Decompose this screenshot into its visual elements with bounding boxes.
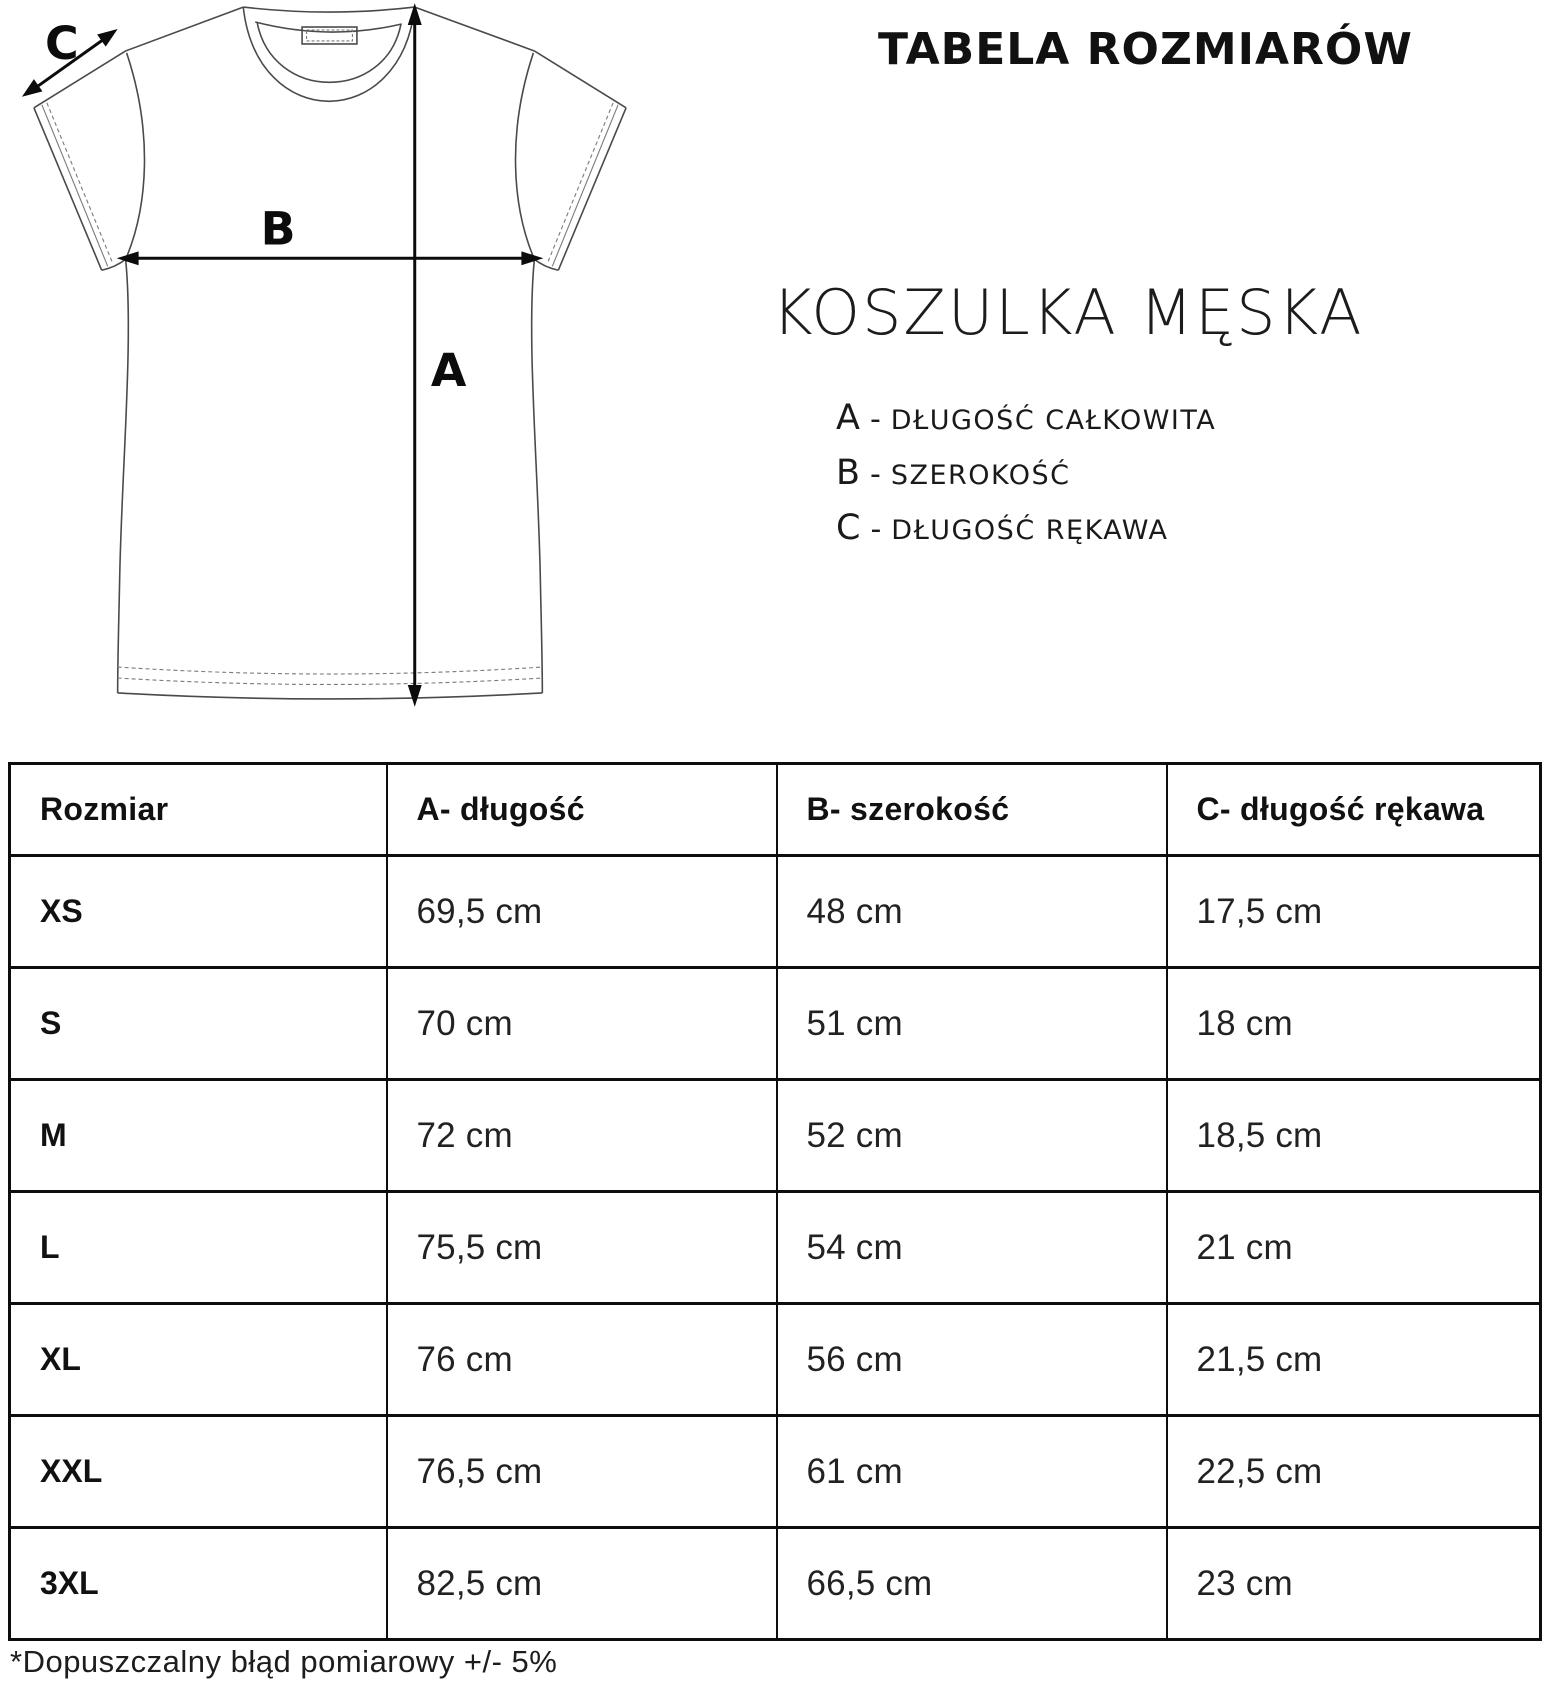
length-a-cell: 82,5 cm [387,1528,777,1640]
size-cell: XXL [10,1416,387,1528]
size-table [8,762,1542,1641]
legend-dash: - [870,512,882,547]
sleeve-c-cell: 21 cm [1167,1192,1541,1304]
length-a-cell: 76,5 cm [387,1416,777,1528]
size-table-head [10,764,1541,856]
legend-letter: B [836,453,861,493]
width-b-cell: 48 cm [777,856,1167,968]
table-row [10,1080,1541,1192]
width-b-cell: 54 cm [777,1192,1167,1304]
label-a: A [430,342,467,397]
length-a-cell: 76 cm [387,1304,777,1416]
tshirt-diagram [6,0,654,712]
footnote: *Dopuszczalny błąd pomiarowy +/- 5% [10,1644,558,1679]
length-a-cell: 72 cm [387,1080,777,1192]
width-b-cell: 61 cm [777,1416,1167,1528]
length-a-cell: 69,5 cm [387,856,777,968]
legend-letter: C [836,508,861,548]
width-b-cell: 66,5 cm [777,1528,1167,1640]
table-row [10,1192,1541,1304]
label-b: B [260,201,296,256]
legend-item [836,398,1217,438]
page-title: TABELA ROZMIARÓW [878,24,1413,75]
tshirt-outline-icon [34,7,626,699]
size-cell: XL [10,1304,387,1416]
legend-label: DŁUGOŚĆ CAŁKOWITA [890,405,1217,436]
column-header: A- długość [387,764,777,856]
table-row [10,968,1541,1080]
legend-label: SZEROKOŚĆ [890,460,1071,491]
sleeve-c-cell: 21,5 cm [1167,1304,1541,1416]
size-table-body [10,856,1541,1640]
legend-dash: - [870,457,881,492]
width-b-cell: 56 cm [777,1304,1167,1416]
column-header: C- długość rękawa [1167,764,1541,856]
table-row [10,1416,1541,1528]
size-cell: 3XL [10,1528,387,1640]
size-cell: S [10,968,387,1080]
legend-label: DŁUGOŚĆ RĘKAWA [891,515,1169,546]
table-row [10,1528,1541,1640]
length-a-cell: 75,5 cm [387,1192,777,1304]
measurement-legend [836,398,1216,563]
legend-item [836,453,1216,493]
sleeve-c-cell: 22,5 cm [1167,1416,1541,1528]
size-cell: L [10,1192,387,1304]
sleeve-c-cell: 18 cm [1167,968,1541,1080]
table-row [10,856,1541,968]
size-cell: XS [10,856,387,968]
size-cell: M [10,1080,387,1192]
legend-item [836,508,1216,548]
legend-dash: - [869,402,881,437]
table-row [10,1304,1541,1416]
length-a-cell: 70 cm [387,968,777,1080]
width-arrow-b [117,201,544,265]
header-row [10,764,1541,856]
sleeve-c-cell: 18,5 cm [1167,1080,1541,1192]
sleeve-c-cell: 17,5 cm [1167,856,1541,968]
product-subtitle: KOSZULKA MĘSKA [772,276,1364,349]
sleeve-c-cell: 23 cm [1167,1528,1541,1640]
width-b-cell: 52 cm [777,1080,1167,1192]
label-c: C [44,15,79,70]
legend-letter: A [836,398,860,438]
width-b-cell: 51 cm [777,968,1167,1080]
column-header: B- szerokość [777,764,1167,856]
length-arrow-a [408,3,467,707]
column-header: Rozmiar [40,791,169,827]
